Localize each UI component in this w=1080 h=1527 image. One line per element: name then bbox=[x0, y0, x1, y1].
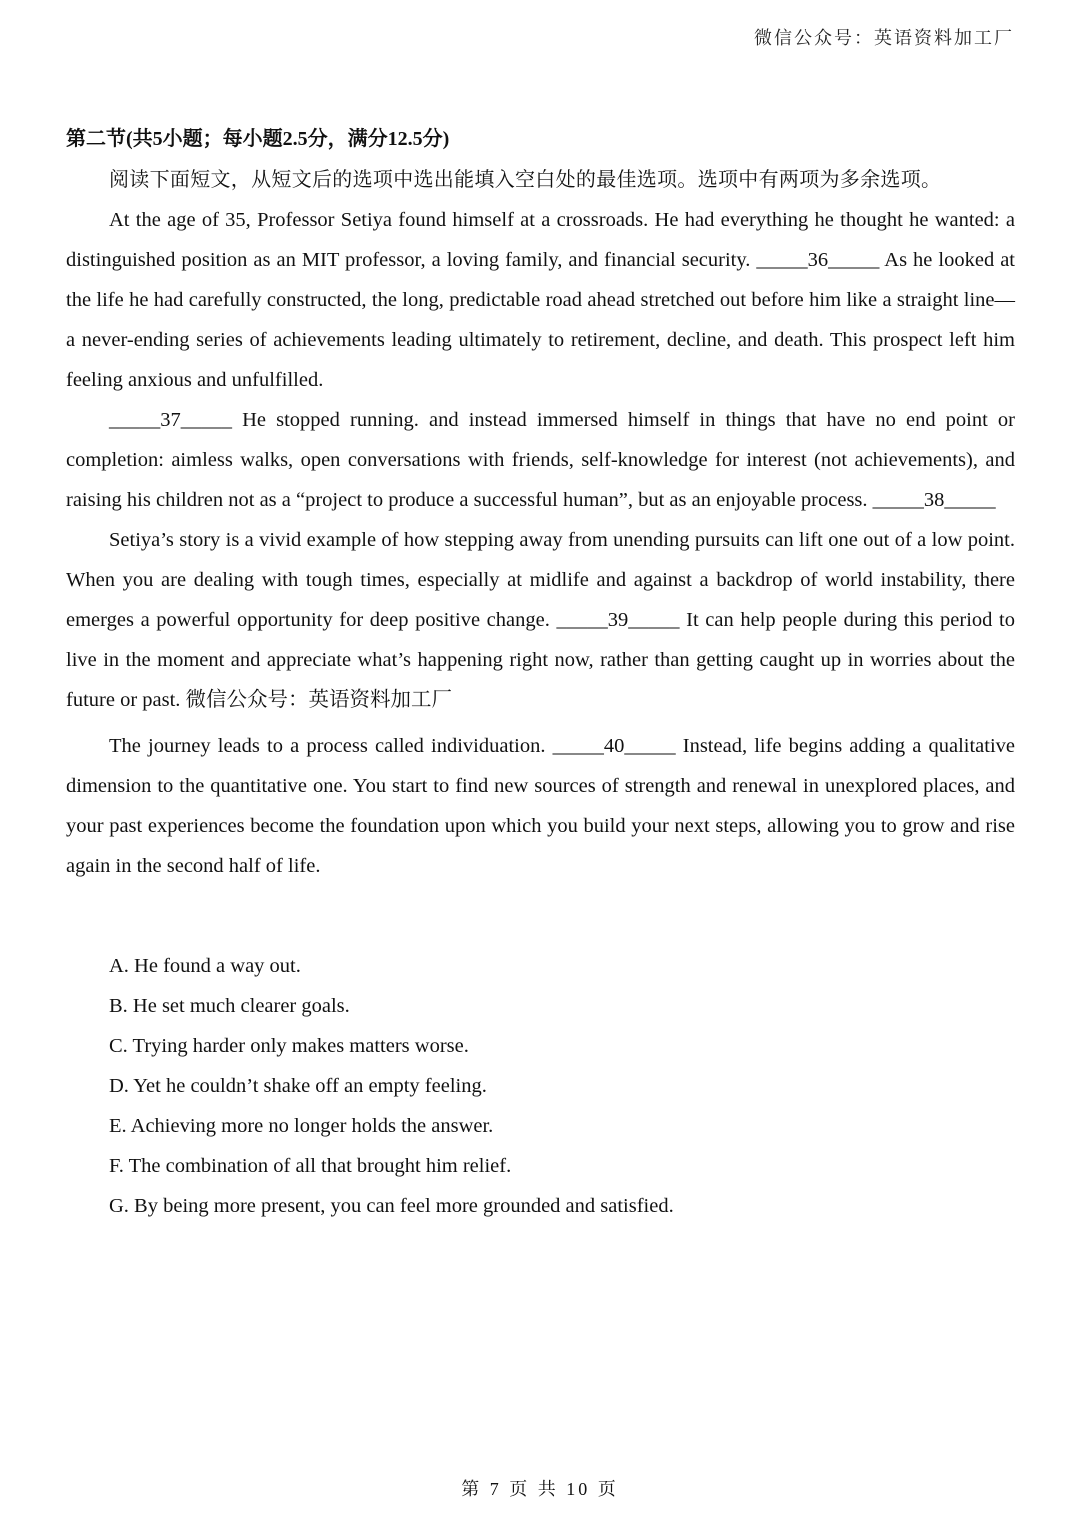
page-number: 第 7 页 共 10 页 bbox=[461, 1479, 619, 1499]
paragraph-text: He stopped running. and instead immersed himself in things that have no end point or completion: aimless walks, open conversations with friends, self-knowledge for interest (not achievements), and raising his children not as a “project to produce a successful human”, but as an enjoyable process. bbox=[66, 409, 1015, 511]
paragraph-text: Instead, life begins adding a qualitative dimension to the quantitative one. You start to find new sources of strength and renewal in unexplored places, and your past experiences become the foundation upon which you build your next steps, allowing you to grow and rise again in the second half of life. bbox=[66, 735, 1015, 877]
option-f: F. The combination of all that brought him relief. bbox=[109, 1155, 512, 1177]
section-instructions: 阅读下面短文，从短文后的选项中选出能填入空白处的最佳选项。选项中有两项为多余选项。 bbox=[109, 169, 942, 191]
blank-37: _____37_____ bbox=[109, 409, 232, 431]
paragraph-text: It can help people during this period to live in the moment and appreciate what’s happening right now, rather than getting caught up in worries about the future or past. bbox=[66, 609, 1015, 711]
option-a: A. He found a way out. bbox=[109, 955, 301, 977]
option-d: D. Yet he couldn’t shake off an empty feeling. bbox=[109, 1075, 487, 1097]
blank-36: _____36_____ bbox=[756, 249, 880, 271]
paragraph-text: As he looked at the life he had carefully constructed, the long, predictable road ahead stretched out before him like a straight line—a never-ending series of achievements leading ultimately to retirement, decline, and death. This prospect left him feeling anxious and unfulfilled. bbox=[66, 249, 1015, 391]
section-title: 第二节(共5小题；每小题2.5分，满分12.5分) bbox=[66, 128, 450, 150]
blank-40: _____40_____ bbox=[552, 735, 676, 757]
document-body bbox=[66, 120, 1015, 1226]
answer-options bbox=[66, 946, 1015, 1226]
paragraph-text: Setiya’s story is a vivid example of how stepping away from unending pursuits can lift one out of a low point. When you are dealing with tough times, especially at midlife and against a backdrop of world instability, there emerges a powerful opportunity for deep positive change. bbox=[66, 529, 1015, 631]
passage-paragraph-1 bbox=[66, 200, 1015, 400]
passage-paragraph-3 bbox=[66, 520, 1015, 720]
blank-38: _____38_____ bbox=[872, 489, 996, 511]
passage-paragraph-2 bbox=[66, 400, 1015, 520]
option-c: C. Trying harder only makes matters worse. bbox=[109, 1035, 469, 1057]
paragraph-text: The journey leads to a process called individuation. bbox=[109, 735, 553, 757]
header-watermark: 微信公众号：英语资料加工厂 bbox=[754, 28, 1014, 48]
paragraph-text: At the age of 35, Professor Setiya found himself at a crossroads. He had everything he thought he wanted: a distinguished position as an MIT professor, a loving family, and financial security. bbox=[66, 209, 1015, 271]
option-b: B. He set much clearer goals. bbox=[109, 995, 350, 1017]
passage-paragraph-4 bbox=[66, 726, 1015, 886]
inline-watermark: 微信公众号：英语资料加工厂 bbox=[180, 689, 453, 711]
blank-39: _____39_____ bbox=[556, 609, 680, 631]
option-g: G. By being more present, you can feel more grounded and satisfied. bbox=[109, 1195, 674, 1217]
option-e: E. Achieving more no longer holds the answer. bbox=[109, 1115, 494, 1137]
